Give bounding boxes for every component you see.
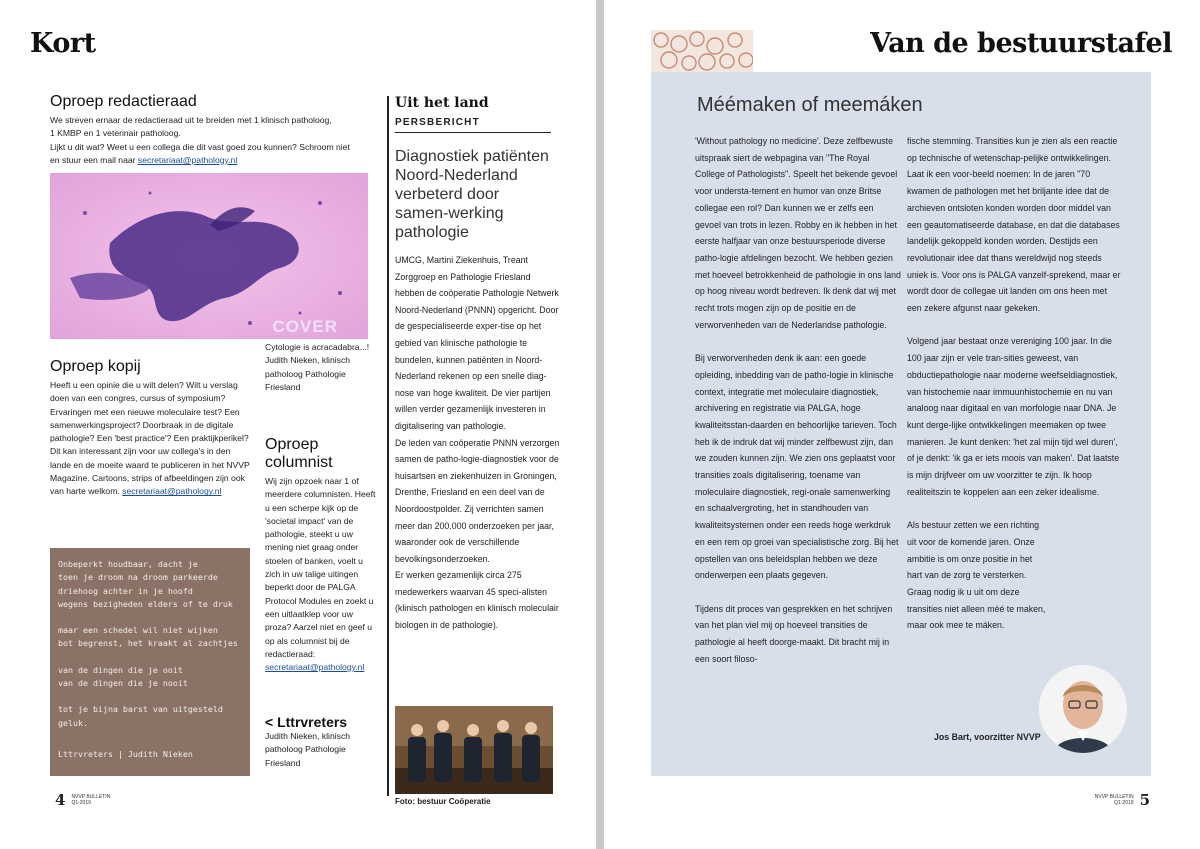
article-paragraph: Volgend jaar bestaat onze vereniging 100 jaar. In die 100 jaar zijn er vele tran-sities geweest, van obductiepathologie naar moderne weefseldiagnostiek, van histochemie naar immuunhistochemie en nu van analoog naar digitaal en van morfologie naar DNA. Je kunt derge-lijke ontwikkelingen meemaken op twee manieren. Je kunt denken: 'het zal mijn tijd wel duren', of je denkt: 'ik ga er iets moois van maken'. Dat laatste is mijn drijfveer om uw voorzitter te zijn. Ik hoop realiteitszin te koppelen aan een zeker idealisme.: [907, 336, 1120, 497]
persbericht-body: [395, 252, 560, 634]
article-panel: [651, 72, 1151, 776]
persbericht-subhead: Diagnostiek patiënten Noord-Nederland verbeterd door samen-werking pathologie: [395, 148, 549, 241]
oproep-kopij: [50, 358, 250, 499]
redactie-line: 1 KMBP en 1 veterinair patholoog.: [50, 128, 181, 139]
poem-line: wegens bezigheden elders of te druk: [58, 598, 233, 609]
redactie-line-text: en stuur een mail naar: [50, 154, 136, 165]
kopij-body: Heeft u een opinie die u wilt delen? Wilt u verslag doen van een congres, cursus of symposium? Ervaringen met een nieuwe moleculaire test? Een samenwerkingsproject? Doorbraak in de digitale pathologie? Een 'best practice'? Een praktijkperikel? Dit kan interessant zijn voor uw collega's in den lande en de moeite waard te publiceren in het NVVP Magazine. Cartoons, strips of afbeeldingen zijn ook van harte welkom.: [50, 380, 250, 497]
cytology-micrograph: [50, 173, 368, 339]
poem-line: toen je droom na droom parkeerde: [58, 572, 218, 583]
redactie-line: We streven ernaar de redactieraad uit te breiden met 1 klinisch patholoog,: [50, 115, 332, 125]
article-column-1: [695, 133, 901, 684]
article-paragraph: Als bestuur zetten we een richting uit voor de komende jaren. Onze ambitie is om onze positie in het hart van de zorg te versterken. Graag nodig ik u uit om deze transities niet alleen méé te maken, maar ook mee te máken.: [907, 520, 1046, 631]
lttr-title: < Lttrvreters: [265, 714, 348, 730]
folio-text: [1095, 794, 1134, 806]
tissue-strip-image: [651, 30, 753, 72]
poem-credit: Lttrvreters | Judith Nieken: [58, 748, 193, 759]
poem-stanza: [58, 664, 242, 691]
columnist-title-2: columnist: [265, 454, 333, 471]
column-divider: [387, 96, 389, 796]
redactie-body: [50, 114, 380, 167]
tissue-texture: [651, 30, 753, 72]
folio-mag: NVVP BULLETIN: [1094, 794, 1134, 800]
oproep-redactieraad: [50, 93, 380, 167]
poem-line: bot begrenst, het kraakt al zachtjes: [58, 638, 238, 649]
poem-stanza: [58, 558, 242, 611]
poem-stanza: [58, 624, 242, 651]
photo-caption: Foto: bestuur Coöperatie: [395, 797, 491, 806]
left-page: [0, 0, 596, 849]
cover-image: [50, 173, 368, 339]
redactie-line: [50, 154, 380, 167]
uit-het-land-heading: Uit het land: [395, 95, 489, 111]
columnist-body: Wij zijn opzoek naar 1 of meerdere columnisten. Heeft u een scherpe kijk op de 'societal impact' van de pathologie, steekt u uw mening niet graag onder stoelen of banken, voelt u zich in uw talige uitingen beperkt door de PALGA Protocol Modules en zoekt u een uitlaatklep voor uw proza? Aarzel niet en geef u op als columnist bij de redactieraad:: [265, 476, 376, 659]
page-number: 4: [55, 791, 66, 809]
folio-left: [55, 791, 110, 809]
poem-stanza: [58, 703, 242, 730]
poem-line: van de dingen die je ooit: [58, 664, 183, 675]
page-gutter: [596, 0, 604, 849]
folio-right: [1095, 791, 1150, 809]
folio-mag: NVVP BULLETIN: [71, 794, 111, 800]
oproep-columnist: [265, 436, 377, 674]
redactie-line: Lijkt u dit wat? Weet u een collega die dit vast goed zou kunnen? Schroom niet: [50, 141, 350, 152]
poem-line: van de dingen die je nooit: [58, 678, 188, 689]
kopij-title: Oproep kopij: [50, 358, 141, 375]
cover-caption: Cytologie is acracadabra...! Judith Nieken, klinisch patholoog Pathologie Friesland: [265, 342, 370, 392]
persbericht-paragraph: De leden van coöperatie PNNN verzorgen samen de patho-logie-diagnostiek voor de huisartsen en ziekenhuizen in Groningen, Drenthe, Friesland en een deel van de Noordoostpolder. Zij verrichten samen meer dan 200.000 onderzoeken per jaar, waaronder ook de verschillende bevolkingsonderzoeken.: [395, 437, 560, 564]
lttr-body: Judith Nieken, klinisch patholoog Pathologie Friesland: [265, 731, 351, 768]
section-title-bestuurstafel: Van de bestuurstafel: [870, 28, 1172, 59]
group-photo: [395, 706, 553, 794]
article-paragraph: fische stemming. Transities kun je zien als een reactie op technische of wetenschap-pelijke ontwikkelingen. Laat ik een voor-beeld noemen: In de jaren "70 kwamen de pathologen met het briljante idee dat de archieven ontsloten konden worden door middel van een geautomatiseerde database, en dat die databases landelijk gekoppeld konden worden. Destijds een revolutionair idee dat thans wereldwijd nog steeds uniek is. Voor ons is PALGA vanzelf-sprekend, maar er wordt door de collegae uit landen om ons heen met een zekere afgunst naar gekeken.: [907, 136, 1121, 314]
article-signature: Jos Bart, voorzitter NVVP: [934, 732, 1041, 742]
folio-text: [71, 794, 110, 806]
board-photo: [395, 706, 553, 794]
article-paragraph: Bij verworvenheden denk ik aan: een goede opleiding, inbedding van de patho-logie in klinische context, integratie met moleculaire diagnostiek, archivering en registratie via PALGA, hoge kwaliteitsstan-daarden en behoorlijke tarieven. Toch heb ik de indruk dat wij minder zelfbewust zijn, dan we zouden kunnen zijn. We zien ons geplaatst voor transities zoals digitalisering, toename van moleculaire diagnostiek, regi-onale samenwerking en schaalvergroting, het in standhouden van kwaliteitsystemen onder een reeds hoge werkdruk en een rem op groei van specialistische zorg. Bij het opstellen van ons beleidsplan hebben we deze onderwerpen een plaats gegeven.: [695, 353, 899, 581]
section-title-kort: Kort: [30, 28, 96, 59]
email-link[interactable]: secretariaat@pathology.nl: [122, 486, 222, 497]
lttrvreters-block: [265, 714, 377, 770]
cover-label: COVER: [272, 317, 338, 336]
kopij-body-wrap: [50, 379, 250, 499]
article-title: Méémaken of meemáken: [697, 94, 923, 116]
poem-line: driehoog achter in je hoofd: [58, 585, 193, 596]
poem-line: tot je bijna barst van uitgesteld geluk.: [58, 704, 223, 728]
persbericht-kicker: PERSBERICHT: [395, 117, 551, 133]
article-paragraph: Tijdens dit proces van gesprekken en het schrijven van het plan viel mij op hoeveel transities de pathologie al heeft doorge-maakt. Dit bracht mij in een soort filoso-: [695, 603, 893, 664]
email-link[interactable]: secretariaat@pathology.nl: [265, 662, 365, 673]
poem-box: [50, 548, 250, 776]
folio-issue: Q1-2019: [71, 800, 91, 806]
columnist-body-wrap: [265, 475, 377, 674]
right-page: [604, 0, 1200, 849]
poem-line: Onbeperkt houdbaar, dacht je: [58, 559, 198, 569]
columnist-title-1: Oproep: [265, 436, 319, 453]
poem-line: maar een schedel wil niet wijken: [58, 625, 218, 636]
author-portrait: [1039, 665, 1127, 753]
article-column-2: [907, 133, 1121, 651]
uit-het-land: [395, 95, 560, 634]
article-paragraph: 'Without pathology no medicine'. Deze zelfbewuste uitspraak siert de webpagina van "The Royal College of Pathologists". Speelt het bekende gevoel voor understa-tement en humor van onze Britse collegae een rol? Dan kunnen we er zelfs een gevoel van trots in lezen. Robby en ik hebben in het eerste halfjaar van onze bestuursperiode diverse patho-logie afdelingen bezocht. We hebben gezien met hoeveel betrokkenheid de pathologie in ons land op hoog niveau wordt bedreven. Ik denk dat wij met recht trots mogen zijn op de positie en de verworvenheden van de Nederlandse pathologie.: [695, 136, 901, 330]
folio-issue: Q1-2019: [1114, 800, 1134, 806]
author-avatar: [1039, 665, 1127, 753]
persbericht-paragraph: UMCG, Martini Ziekenhuis, Treant Zorggroep en Pathologie Friesland hebben de coöperatie Pathologie Netwerk Noord-Nederland (PNNN) opgericht. Door de gespecialiseerde exper-tise op het gebied van klinische pathologie te bundelen, kunnen patiënten in Noord-Nederland rekenen op een snelle diag-nose van hoge kwaliteit. De vier partijen willen verder gezamenlijk investeren in digitalisering van pathologie.: [395, 255, 559, 431]
email-link[interactable]: secretariaat@pathology.nl: [137, 154, 238, 165]
redactie-title: Oproep redactieraad: [50, 93, 197, 110]
persbericht-paragraph: Er werken gezamenlijk circa 275 medewerkers waarvan 45 speci-alisten (klinisch pathologen en klinisch moleculair biologen in de pathologie).: [395, 570, 559, 631]
page-number: 5: [1139, 791, 1150, 809]
